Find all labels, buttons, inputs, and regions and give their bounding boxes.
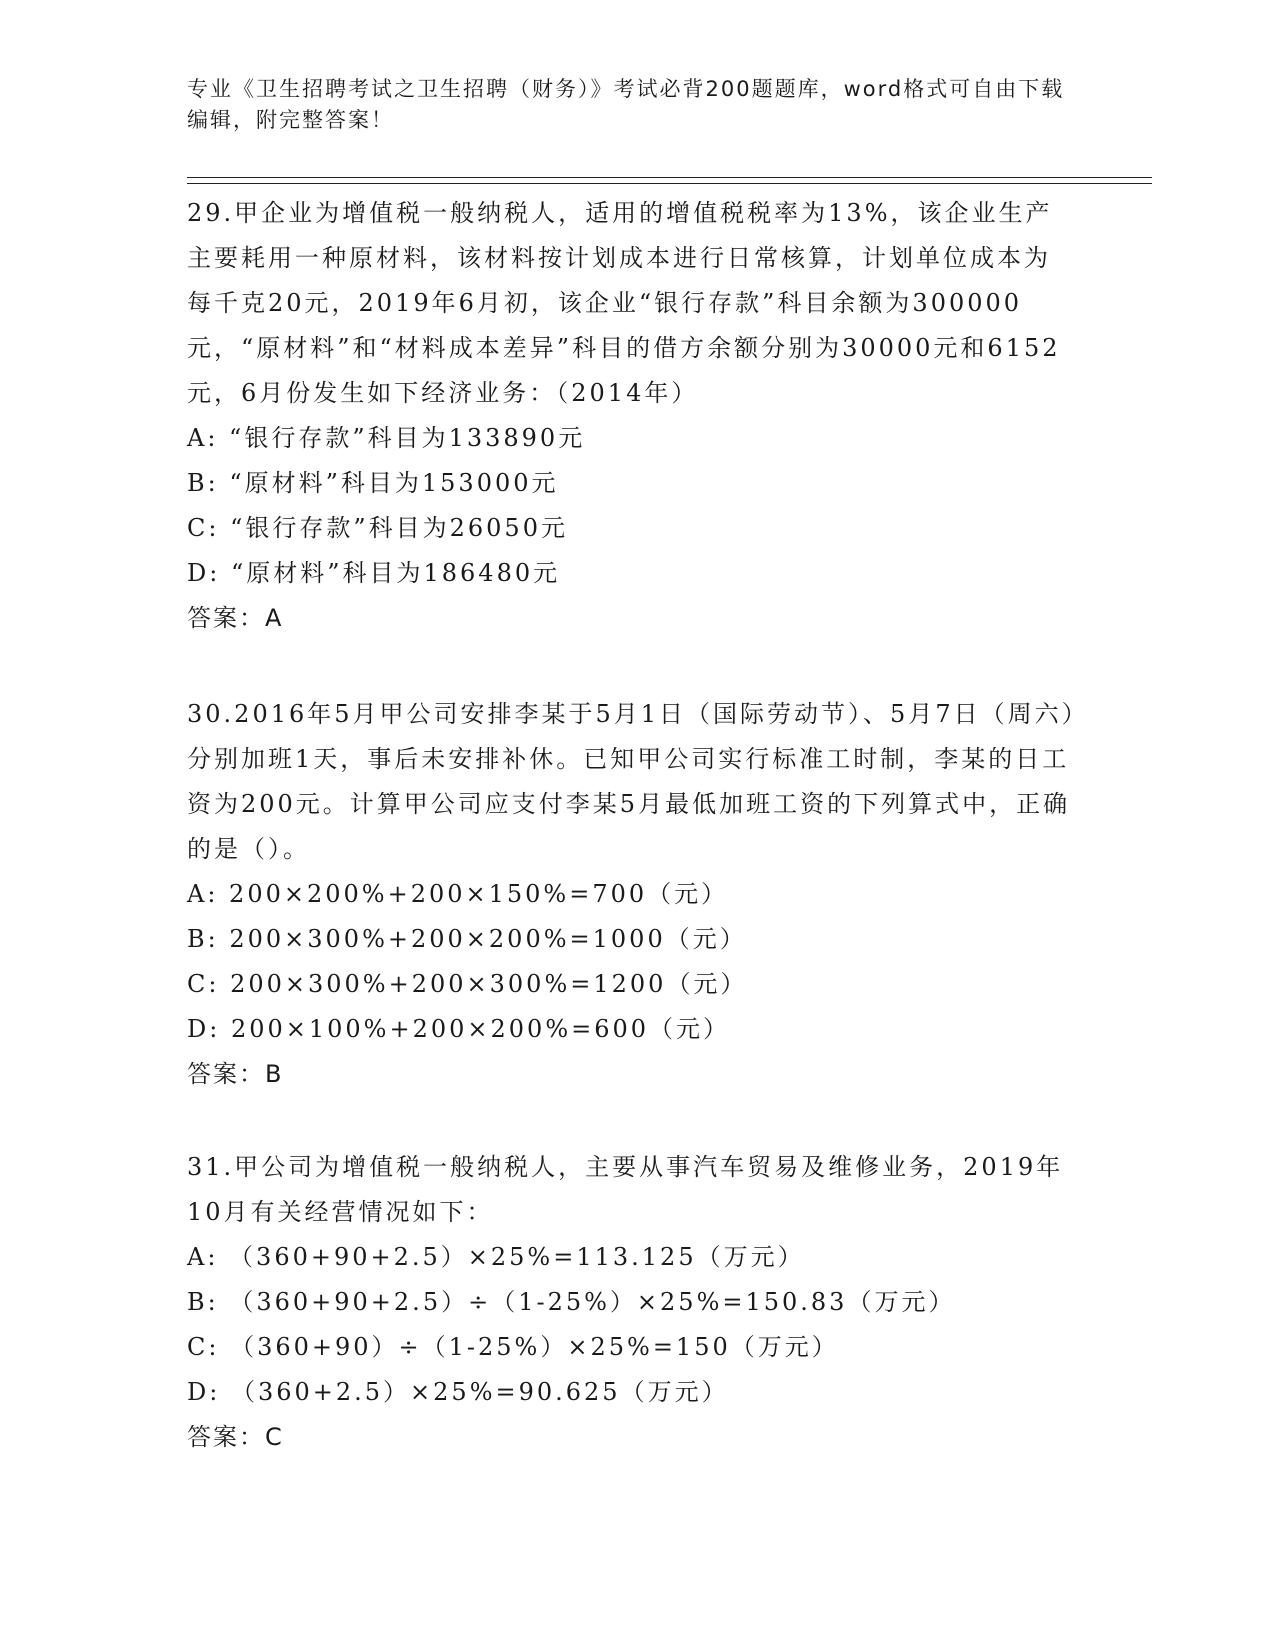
answer-line: 答案：B [187,1060,284,1088]
option-d: D: 200×100%+200×200%=600（元） [187,1015,731,1043]
option-d: D: （360+2.5）×25%=90.625（万元） [187,1378,729,1406]
option-c: C: （360+90）÷（1-25%）×25%=150（万元） [187,1333,839,1361]
option-b: B: （360+90+2.5）÷（1-25%）×25%=150.83（万元） [187,1288,956,1316]
option-d: D: “原材料”科目为186480元 [187,559,561,587]
question-stem: 31.甲公司为增值税一般纳税人，主要从事汽车贸易及维修业务，2019年10月有关经营情况如下： [187,1153,1064,1226]
option-c: C: 200×300%+200×300%=1200（元） [187,970,748,998]
question-stem: 29.甲企业为增值税一般纳税人，适用的增值税税率为13%，该企业生产主要耗用一种原材料，该材料按计划成本进行日常核算，计划单位成本为每千克20元，2019年6月初，该企业“银行存款”科目余额为300000元，“原材料”和“材料成本差异”科目的借方余额分别为30000元和6152元，6月份发生如下经济业务：（2014年） [187,199,1061,407]
question-stem: 30.2016年5月甲公司安排李某于5月1日（国际劳动节）、5月7日（周六）分别加班1天，事后未安排补休。已知甲公司实行标准工时制，李某的日工资为200元。计算甲公司应支付李某5月最低加班工资的下列算式中，正确的是（）。 [187,700,1077,863]
option-a: A: 200×200%+200×150%=700（元） [187,880,729,908]
question-30 [187,692,1077,1097]
header-divider-top [187,177,1152,178]
option-b: B: “原材料”科目为153000元 [187,469,559,497]
option-b: B: 200×300%+200×200%=1000（元） [187,925,747,953]
document-header: 专业《卫生招聘考试之卫生招聘（财务）》考试必背200题题库，word格式可自由下载编辑，附完整答案！ [187,77,1065,132]
option-a: A: “银行存款”科目为133890元 [187,424,586,452]
option-a: A: （360+90+2.5）×25%=113.125（万元） [187,1243,805,1271]
question-31 [187,1145,1077,1460]
question-29 [187,191,1077,641]
answer-line: 答案：A [187,604,284,632]
header-divider-bottom [187,183,1152,184]
answer-line: 答案：C [187,1423,284,1451]
option-c: C: “银行存款”科目为26050元 [187,514,568,542]
